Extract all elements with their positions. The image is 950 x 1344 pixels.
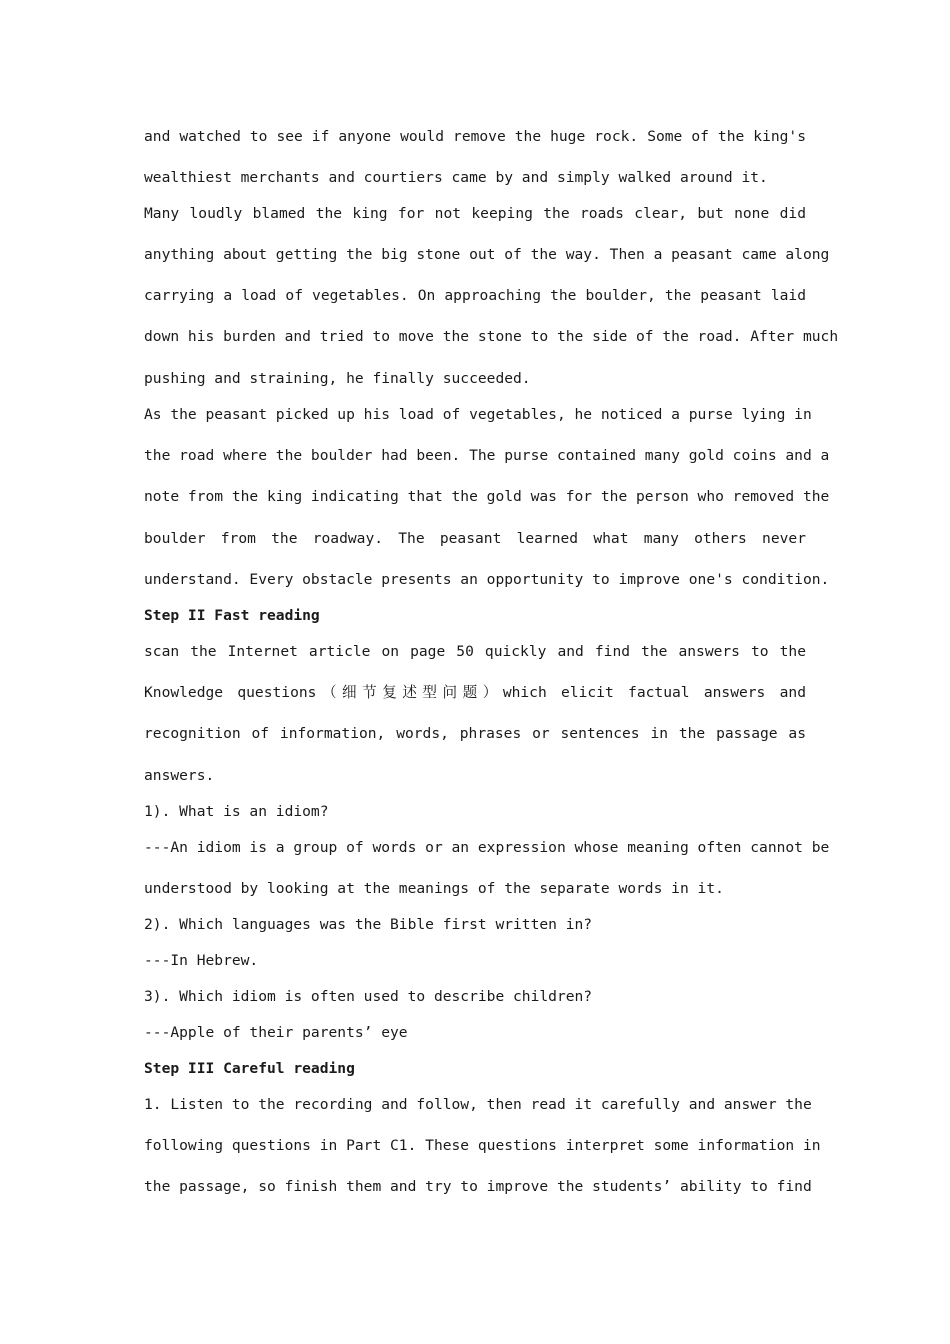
text-line: understand. Every obstacle presents an opportunity to improve one's condition. [144,571,830,588]
step2-heading: Step II Fast reading [144,607,320,624]
text-line: answers. [144,767,215,784]
text-line: the passage, so finish them and try to improve the students’ ability to find [144,1178,812,1195]
answer-3: ---Apple of their parents’ eye [144,1024,408,1041]
text-line: the road where the boulder had been. The purse contained many gold coins and a [144,447,830,464]
text-line: recognition of information, words, phrases or sentences in the passage as [144,725,806,742]
text-line: down his burden and tried to move the stone to the side of the road. After much [144,328,839,345]
question-1: 1). What is an idiom? [144,803,329,820]
step3-heading: Step III Careful reading [144,1060,355,1077]
text-line: wealthiest merchants and courtiers came by and simply walked around it. [144,169,768,186]
text-line: understood by looking at the meanings of the separate words in it. [144,880,724,897]
text-line: scan the Internet article on page 50 quickly and find the answers to the [144,643,806,660]
text-line: Many loudly blamed the king for not keeping the roads clear, but none did [144,205,806,222]
question-3: 3). Which idiom is often used to describe children? [144,988,593,1005]
answer-2: ---In Hebrew. [144,952,259,969]
text-line: carrying a load of vegetables. On approaching the boulder, the peasant laid [144,287,806,304]
text-line: 1. Listen to the recording and follow, then read it carefully and answer the [144,1096,812,1113]
question-2: 2). Which languages was the Bible first written in? [144,916,593,933]
text-line: As the peasant picked up his load of vegetables, he noticed a purse lying in [144,406,812,423]
text-line: ---An idiom is a group of words or an expression whose meaning often cannot be [144,839,830,856]
text-line: and watched to see if anyone would remove the huge rock. Some of the king's [144,128,806,145]
text-line: pushing and straining, he finally succeeded. [144,370,531,387]
text-line: anything about getting the big stone out of the way. Then a peasant came along [144,246,830,263]
text-line: Knowledge questions（细节复述型问题）which elicit factual answers and [144,684,806,701]
text-line: following questions in Part C1. These questions interpret some information in [144,1137,821,1154]
text-line: note from the king indicating that the gold was for the person who removed the [144,488,830,505]
text-line: boulder from the roadway. The peasant learned what many others never [144,530,806,547]
